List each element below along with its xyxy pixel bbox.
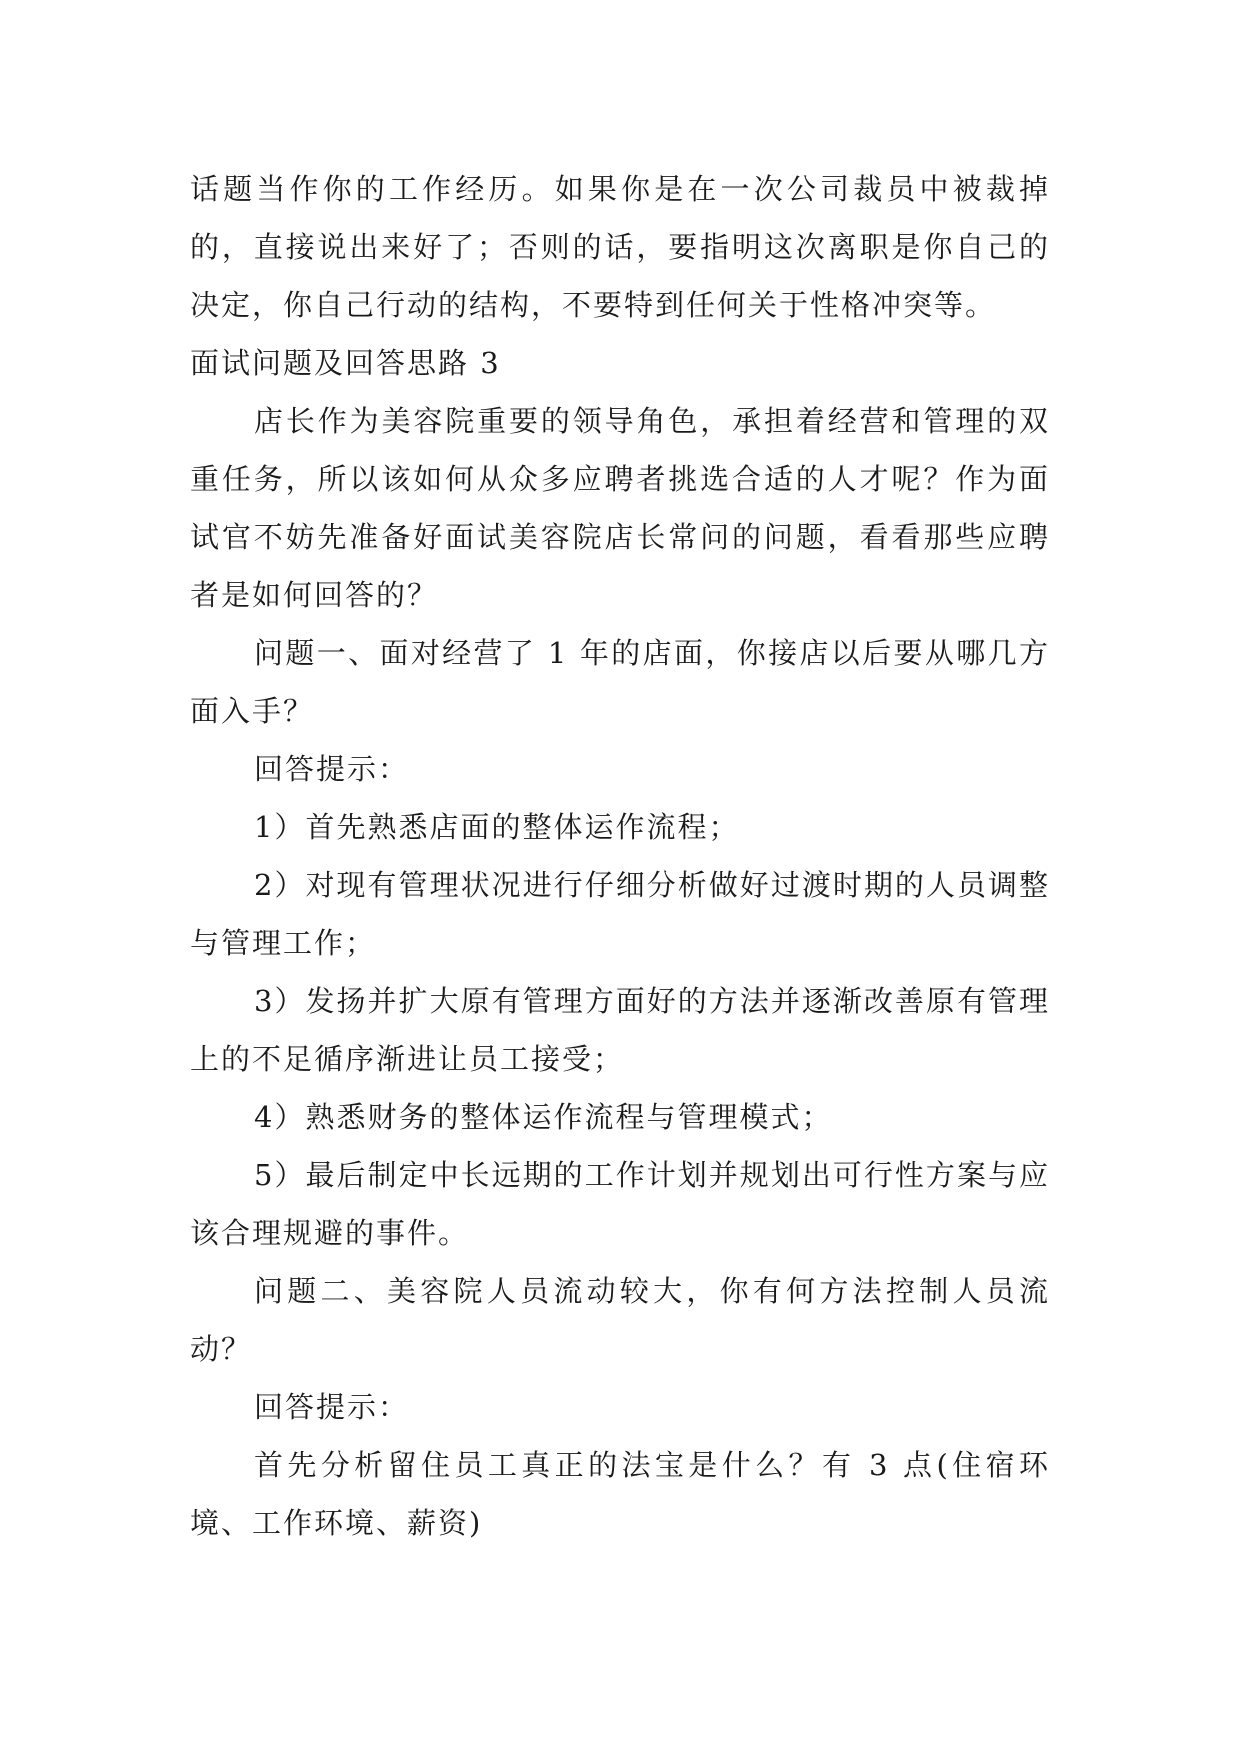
section-heading: 面试问题及回答思路 3 <box>190 346 501 380</box>
answer-item-2: 2）对现有管理状况进行仔细分析做好过渡时期的人员调整与管理工作； <box>190 868 1050 960</box>
question-two: 问题二、美容院人员流动较大，你有何方法控制人员流动？ <box>190 1274 1050 1366</box>
answer-paragraph: 首先分析留住员工真正的法宝是什么？有 3 点(住宿环境、工作环境、薪资) <box>190 1448 1050 1540</box>
answer-item-1: 1）首先熟悉店面的整体运作流程； <box>254 810 740 844</box>
answer-item-4: 4）熟悉财务的整体运作流程与管理模式； <box>254 1100 833 1134</box>
paragraph-intro: 店长作为美容院重要的领导角色，承担着经营和管理的双重任务，所以该如何从众多应聘者挑选合适的人才呢？作为面试官不妨先准备好面试美容院店长常问的问题，看看那些应聘者是如何回答的？ <box>190 404 1050 612</box>
answer-item-3: 3）发扬并扩大原有管理方面好的方法并逐渐改善原有管理上的不足循序渐进让员工接受； <box>190 984 1050 1076</box>
document-body <box>190 160 1050 1552</box>
question-one: 问题一、面对经营了 1 年的店面，你接店以后要从哪几方面入手？ <box>190 636 1050 728</box>
answer-hint-label-2: 回答提示： <box>254 1390 410 1424</box>
paragraph-continuation: 话题当作你的工作经历。如果你是在一次公司裁员中被裁掉的，直接说出来好了；否则的话，要指明这次离职是你自己的决定，你自己行动的结构，不要特到任何关于性格冲突等。 <box>190 172 1050 322</box>
answer-item-5: 5）最后制定中长远期的工作计划并规划出可行性方案与应该合理规避的事件。 <box>190 1158 1050 1250</box>
answer-hint-label: 回答提示： <box>254 752 410 786</box>
